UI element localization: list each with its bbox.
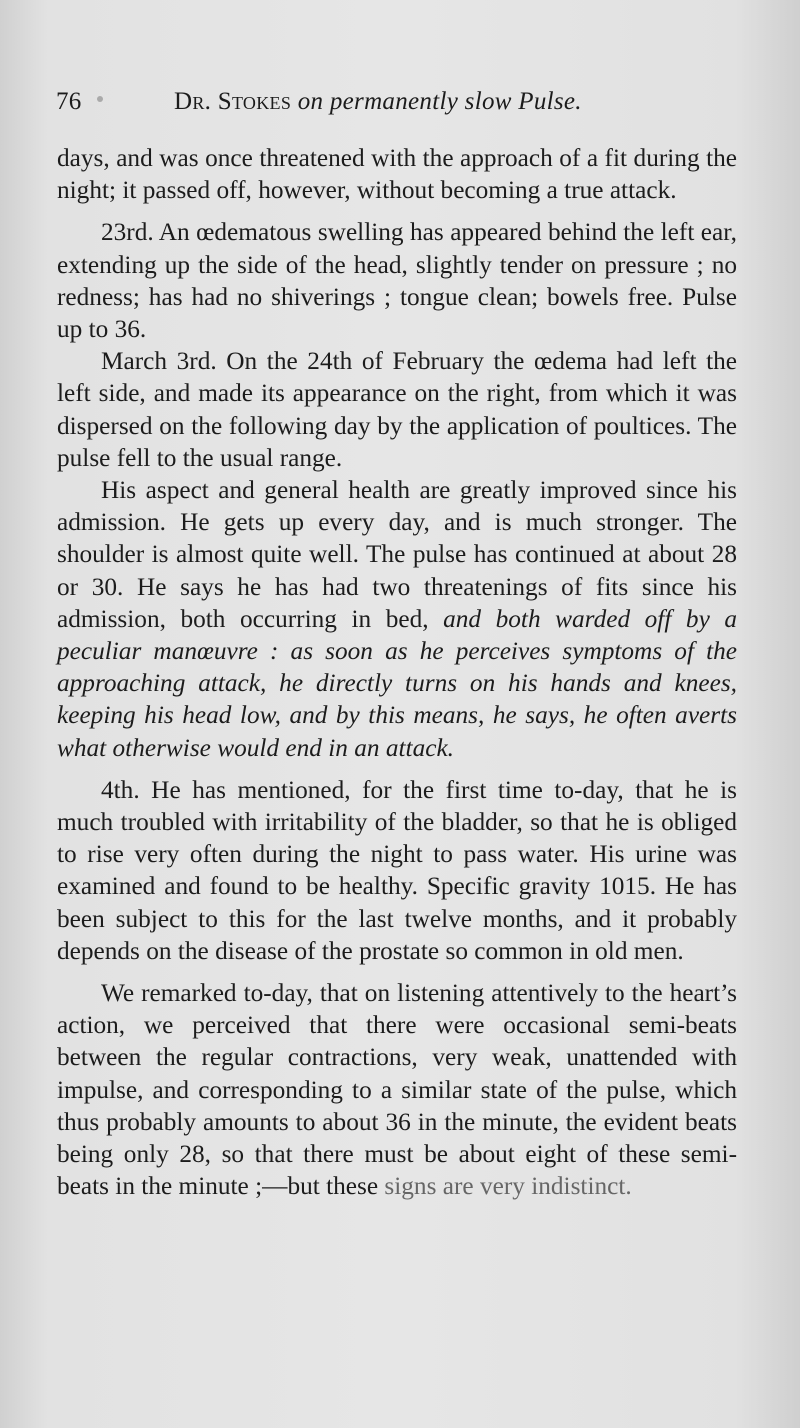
running-title	[174, 88, 582, 116]
italic-phrase: he directly turns on his hands and knees, keeping his head low,	[57, 669, 737, 730]
running-title-author: Dr. Stokes	[174, 88, 292, 115]
italic-phrase: and by this means,	[280, 701, 485, 730]
italic-phrase: he says,	[484, 701, 576, 730]
paragraph-aspect-text: His aspect and general health are greatly improved since his admission. He gets up every day, and is much stronger. The shoulder is almost quite well. The pulse has continued at about 28 or 30. He says he has had two threatenings of fits since his admission, both occurring in bed,	[57, 476, 737, 633]
paragraph-23rd: 23rd. An œdematous swelling has appeared behind the left ear, extending up the side of the head, slightly tender on pressure ; no redness; has had no shiverings ; tongue clean; bowels free. Pulse up to 36.	[57, 218, 737, 344]
italic-phrase: he often averts what otherwise would end in an attack.	[57, 701, 737, 762]
running-title-subject: on permanently slow Pulse.	[297, 88, 582, 115]
body-text	[57, 142, 737, 1203]
paragraph-4th: 4th. He has mentioned, for the first time to-day, that he is much troubled with irritability of the bladder, so that he is obliged to rise very often during the night to pass water. His urine was examined and found to be healthy. Specific gravity 1015. He has been subject to this for the last twelve months, and it probably depends on the disease of the prostate so common in old men.	[57, 775, 737, 965]
paragraph-march-3rd: March 3rd. On the 24th of February the œdema had left the left side, and made its appearance on the right, from which it was dispersed on the following day by the application of poultices. The pulse fell to the usual range.	[57, 347, 737, 472]
paragraph-heart-action	[57, 977, 737, 1202]
paragraph-heart-action-text: We remarked to-day, that on listening attentively to the heart’s action, we perceived that there were occasional semi-beats between the regular contractions, very weak, unattended with impulse, and corresponding to a similar state of the pulse, which thus probably amounts to about 36 in the minute, the evident beats being only 28, so that there must be about eight of these semi-beats in the minute ;—but these	[57, 979, 737, 1201]
faded-line: signs are very indistinct.	[384, 1172, 632, 1201]
paragraph-aspect	[57, 474, 737, 764]
paragraph-continuation: days, and was once threatened with the approach of a fit during the night; it passed off, however, without becoming a true attack.	[57, 144, 737, 205]
italic-phrase: and both warded off by a peculiar manœuvre : as soon as he perceives symptoms of the approaching attack,	[57, 604, 737, 698]
ink-speck	[97, 96, 103, 102]
page-number: 76	[56, 88, 82, 115]
